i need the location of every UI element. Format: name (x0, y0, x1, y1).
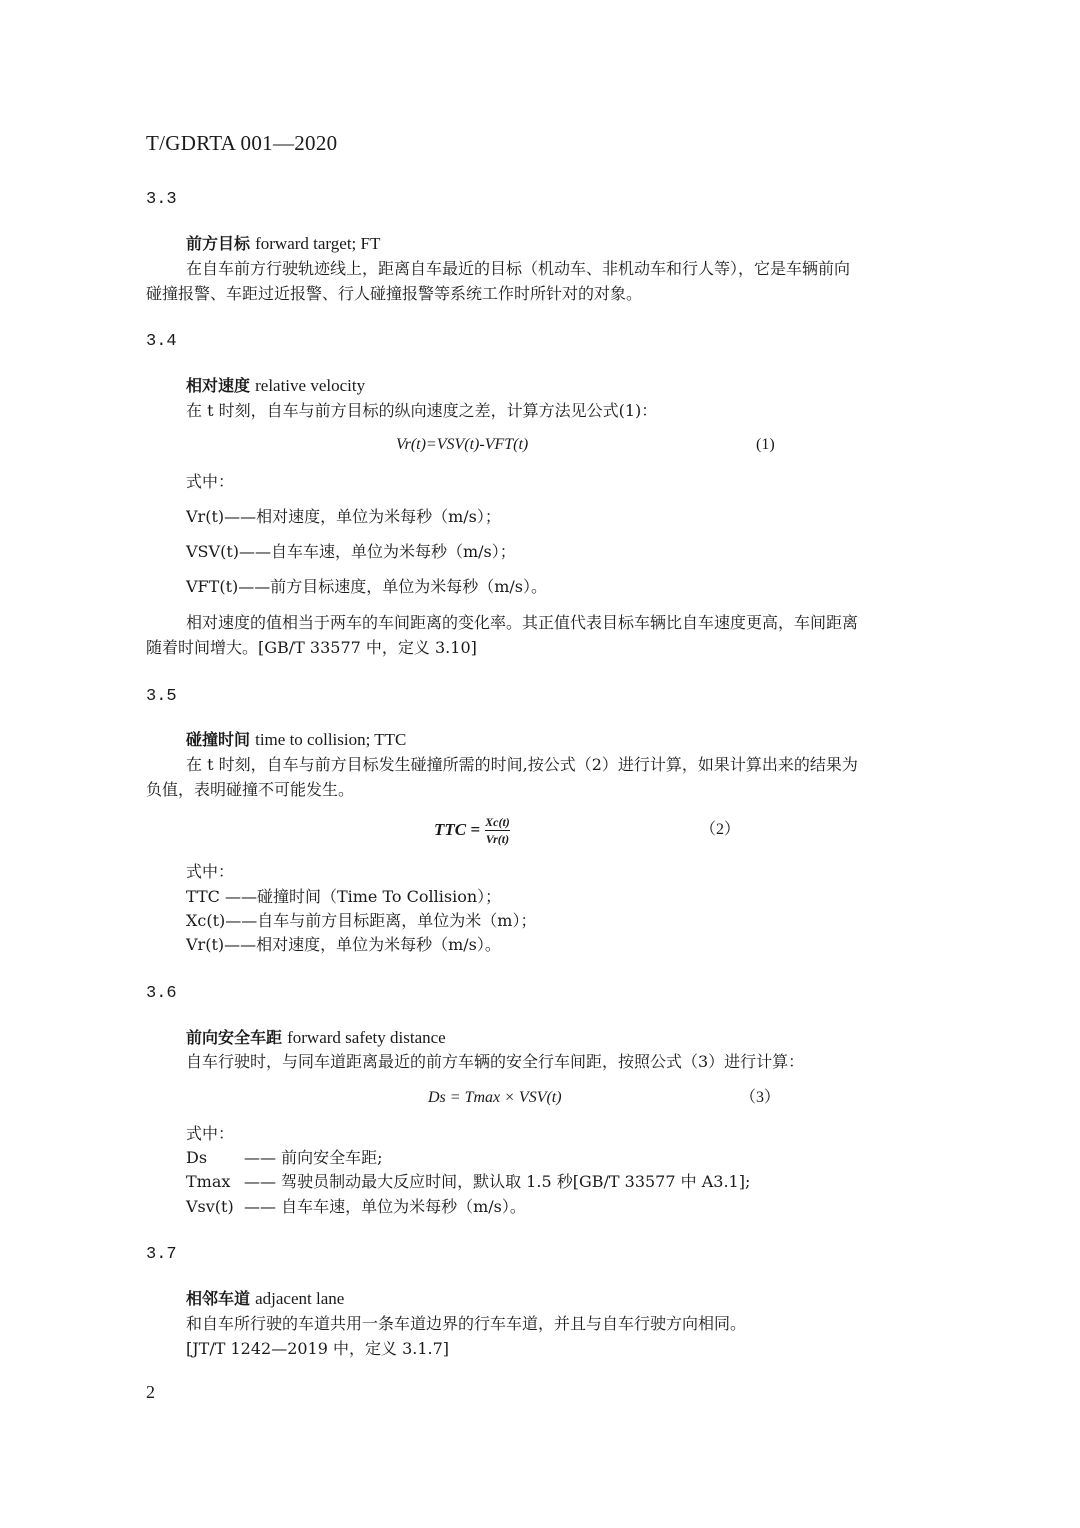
where-label: 式中： (186, 472, 235, 491)
term-heading (186, 728, 406, 752)
definition-text: 和自车所行驶的车道共用一条车道边界的行车车道，并且与自车行驶方向相同。 (186, 1314, 747, 1333)
term-heading (186, 1287, 344, 1311)
section-number: 3.3 (146, 190, 177, 209)
where-label: 式中： (186, 862, 235, 881)
variable-definition: —— 驾驶员制动最大反应时间，默认取 1.5 秒[GB/T 33577 中 A3.1]; (244, 1172, 751, 1191)
where-label: 式中： (186, 1124, 235, 1143)
formula-fraction (485, 815, 510, 846)
reference-text: [JT/T 1242—2019 中，定义 3.1.7] (186, 1339, 450, 1358)
document-id: T/GDRTA 001—2020 (146, 131, 338, 155)
definition-text: 负值，表明碰撞不可能发生。 (146, 780, 355, 799)
variable-definition: TTC ——碰撞时间（Time To Collision）； (186, 887, 502, 906)
definition-text: 在 t 时刻，自车与前方目标发生碰撞所需的时间,按公式（2）进行计算，如果计算出来的结果为 (186, 755, 858, 774)
fraction-bar (485, 830, 510, 831)
note-text: 随着时间增大。[GB/T 33577 中，定义 3.10] (146, 638, 477, 657)
formula-2 (434, 810, 510, 850)
variable-definition: Xc(t)——自车与前方目标距离，单位为米（m）； (186, 911, 537, 930)
term-en: time to collision; TTC (255, 730, 407, 749)
definition-text: 在自车前方行驶轨迹线上，距离自车最近的目标（机动车、非机动车和行人等），它是车辆前向 (186, 259, 851, 278)
term-en: adjacent lane (255, 1289, 345, 1308)
formula-number: （3） (740, 1089, 781, 1106)
definition-text: 在 t 时刻，自车与前方目标的纵向速度之差，计算方法见公式(1)： (186, 401, 658, 420)
formula-3: Ds = Tmax × VSV(t) (428, 1089, 562, 1106)
term-en: relative velocity (255, 376, 366, 395)
section-number: 3.6 (146, 984, 177, 1003)
formula-number: （2） (700, 821, 741, 838)
variable-definition: VSV(t)——自车车速，单位为米每秒（m/s）； (186, 542, 516, 561)
variable-definition: Vr(t)——相对速度，单位为米每秒（m/s）。 (186, 935, 501, 954)
formula-lhs: TTC = (434, 820, 481, 839)
definition-text: 碰撞报警、车距过近报警、行人碰撞报警等系统工作时所针对的对象。 (146, 284, 643, 303)
term-zh: 前向安全车距 (186, 1028, 283, 1047)
section-number: 3.5 (146, 687, 177, 706)
term-heading (186, 232, 380, 256)
term-zh: 相对速度 (186, 376, 251, 395)
note-text: 相对速度的值相当于两车的车间距离的变化率。其正值代表目标车辆比自车速度更高，车间距离 (186, 613, 859, 632)
term-heading (186, 1026, 446, 1050)
variable-definition: —— 前向安全车距; (244, 1148, 383, 1167)
variable-symbol: Vsv(t) (186, 1197, 234, 1216)
fraction-numerator: Xc(t) (485, 815, 510, 829)
term-en: forward target; FT (255, 234, 381, 253)
fraction-denominator: Vr(t) (485, 832, 510, 846)
term-heading (186, 374, 365, 398)
variable-symbol: Ds (186, 1148, 208, 1167)
section-number: 3.4 (146, 332, 177, 351)
formula-1: Vr(t)=VSV(t)-VFT(t) (396, 436, 529, 453)
term-zh: 相邻车道 (186, 1289, 251, 1308)
term-zh: 碰撞时间 (186, 730, 251, 749)
term-zh: 前方目标 (186, 234, 251, 253)
variable-definition: —— 自车车速，单位为米每秒（m/s）。 (244, 1197, 526, 1216)
page-number: 2 (146, 1382, 155, 1402)
section-number: 3.7 (146, 1245, 177, 1264)
variable-definition: Vr(t)——相对速度，单位为米每秒（m/s）； (186, 507, 501, 526)
variable-symbol: Tmax (186, 1172, 231, 1191)
formula-number: (1) (756, 436, 775, 453)
term-en: forward safety distance (287, 1028, 446, 1047)
variable-definition: VFT(t)——前方目标速度，单位为米每秒（m/s）。 (186, 577, 548, 596)
definition-text: 自车行驶时，与同车道距离最近的前方车辆的安全行车间距，按照公式（3）进行计算： (186, 1052, 805, 1071)
